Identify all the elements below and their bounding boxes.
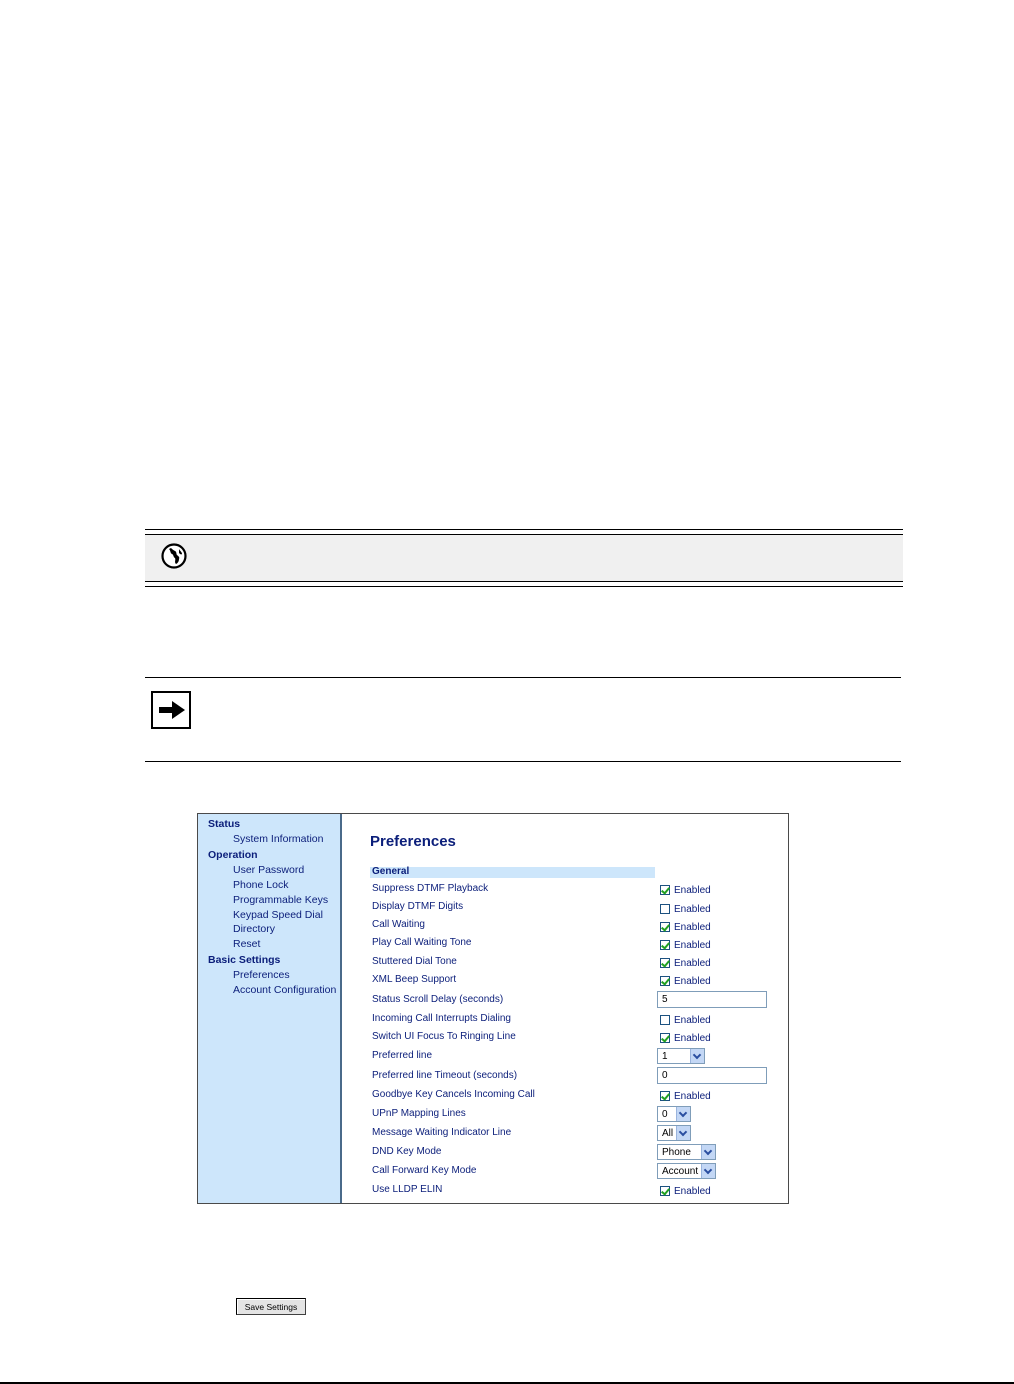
label-status-scroll-delay: Status Scroll Delay (seconds) <box>372 994 504 1005</box>
nav-item-user-password[interactable]: User Password <box>233 864 305 876</box>
nav-item-directory[interactable]: Directory <box>233 923 276 935</box>
status-scroll-delay-input[interactable] <box>657 991 767 1008</box>
label-preferred-line: Preferred line <box>372 1050 433 1061</box>
select-value: All <box>662 1127 674 1139</box>
dnd-key-mode-select[interactable] <box>657 1144 716 1160</box>
checkbox-call-waiting[interactable] <box>660 921 711 933</box>
nav-item-programmable-keys[interactable]: Programmable Keys <box>233 894 329 906</box>
checkbox-stuttered-dial-tone[interactable] <box>660 957 711 969</box>
note-box-arrow <box>145 677 901 762</box>
nav-item-keypad-speed-dial[interactable]: Keypad Speed Dial <box>233 909 323 921</box>
chevron-down-icon[interactable] <box>690 1049 704 1063</box>
globe-icon <box>161 543 187 569</box>
nav-item-reset[interactable]: Reset <box>233 938 261 950</box>
select-value: 1 <box>662 1050 668 1062</box>
checkbox-label: Enabled <box>674 1014 711 1026</box>
nav-item-phone-lock[interactable]: Phone Lock <box>233 879 289 891</box>
chevron-down-icon[interactable] <box>701 1145 715 1159</box>
nav-section-status[interactable]: Status <box>208 818 241 830</box>
label-xml-beep-support: XML Beep Support <box>372 974 457 985</box>
label-display-dtmf-digits: Display DTMF Digits <box>372 901 464 912</box>
checkbox-display-dtmf-digits[interactable] <box>660 903 711 915</box>
label-goodbye-key-cancels: Goodbye Key Cancels Incoming Call <box>372 1089 535 1100</box>
section-label: General <box>372 866 410 877</box>
checkbox-xml-beep-support[interactable] <box>660 975 711 987</box>
save-settings-button[interactable]: Save Settings <box>236 1298 306 1315</box>
chevron-down-icon[interactable] <box>701 1164 715 1178</box>
checkbox-box[interactable] <box>660 1091 670 1101</box>
main-panel <box>342 814 788 1203</box>
select-value: Phone <box>662 1146 691 1158</box>
checkbox-label: Enabled <box>674 1032 711 1044</box>
checkbox-switch-ui-focus[interactable] <box>660 1032 711 1044</box>
label-use-lldp-elin: Use LLDP ELIN <box>372 1184 443 1195</box>
label-stuttered-dial-tone: Stuttered Dial Tone <box>372 956 457 967</box>
nav-item-system-information[interactable]: System Information <box>233 833 324 845</box>
preferred-line-select[interactable] <box>657 1048 705 1064</box>
checkbox-goodbye-key-cancels[interactable] <box>660 1090 711 1102</box>
label-preferred-line-timeout: Preferred line Timeout (seconds) <box>372 1070 518 1081</box>
label-incoming-call-interrupts-dialing: Incoming Call Interrupts Dialing <box>372 1013 511 1024</box>
label-switch-ui-focus: Switch UI Focus To Ringing Line <box>372 1031 516 1042</box>
sidebar-nav <box>198 814 342 1203</box>
checkbox-label: Enabled <box>674 939 711 951</box>
checkbox-label: Enabled <box>674 1090 711 1102</box>
select-value: Account <box>662 1165 699 1177</box>
note-box-globe-inner <box>145 534 903 582</box>
nav-section-operation[interactable]: Operation <box>208 849 258 861</box>
checkbox-label: Enabled <box>674 957 711 969</box>
label-call-waiting: Call Waiting <box>372 919 425 930</box>
arrow-right-icon <box>151 691 191 729</box>
checkbox-box[interactable] <box>660 976 670 986</box>
label-dnd-key-mode: DND Key Mode <box>372 1146 442 1157</box>
checkbox-use-lldp-elin[interactable] <box>660 1185 711 1197</box>
call-forward-key-mode-select[interactable] <box>657 1163 716 1179</box>
label-suppress-dtmf-playback: Suppress DTMF Playback <box>372 883 489 894</box>
checkbox-box[interactable] <box>660 922 670 932</box>
checkbox-box[interactable] <box>660 1015 670 1025</box>
mwi-line-select[interactable] <box>657 1125 691 1141</box>
checkbox-label: Enabled <box>674 921 711 933</box>
chevron-down-icon[interactable] <box>676 1126 690 1140</box>
note-box-globe <box>145 529 903 587</box>
checkbox-box[interactable] <box>660 885 670 895</box>
nav-item-account-configuration[interactable]: Account Configuration <box>233 984 337 996</box>
section-header-general <box>370 867 655 878</box>
label-upnp-mapping-lines: UPnP Mapping Lines <box>372 1108 466 1119</box>
nav-item-preferences[interactable]: Preferences <box>233 969 290 981</box>
checkbox-box[interactable] <box>660 1186 670 1196</box>
nav-section-basic-settings[interactable]: Basic Settings <box>208 954 281 966</box>
checkbox-suppress-dtmf-playback[interactable] <box>660 884 711 896</box>
page-title: Preferences <box>370 833 456 850</box>
preferences-screenshot <box>197 813 789 1204</box>
label-play-call-waiting-tone: Play Call Waiting Tone <box>372 937 472 948</box>
preferred-line-timeout-input[interactable] <box>657 1067 767 1084</box>
checkbox-label: Enabled <box>674 903 711 915</box>
checkbox-label: Enabled <box>674 1185 711 1197</box>
checkbox-box[interactable] <box>660 940 670 950</box>
checkbox-incoming-call-interrupts-dialing[interactable] <box>660 1014 711 1026</box>
upnp-mapping-lines-select[interactable] <box>657 1106 691 1122</box>
checkbox-play-call-waiting-tone[interactable] <box>660 939 711 951</box>
select-value: 0 <box>662 1108 668 1120</box>
checkbox-label: Enabled <box>674 975 711 987</box>
label-mwi-line: Message Waiting Indicator Line <box>372 1127 512 1138</box>
checkbox-box[interactable] <box>660 958 670 968</box>
chevron-down-icon[interactable] <box>676 1107 690 1121</box>
checkbox-box[interactable] <box>660 904 670 914</box>
checkbox-box[interactable] <box>660 1033 670 1043</box>
label-call-forward-key-mode: Call Forward Key Mode <box>372 1165 477 1176</box>
checkbox-label: Enabled <box>674 884 711 896</box>
